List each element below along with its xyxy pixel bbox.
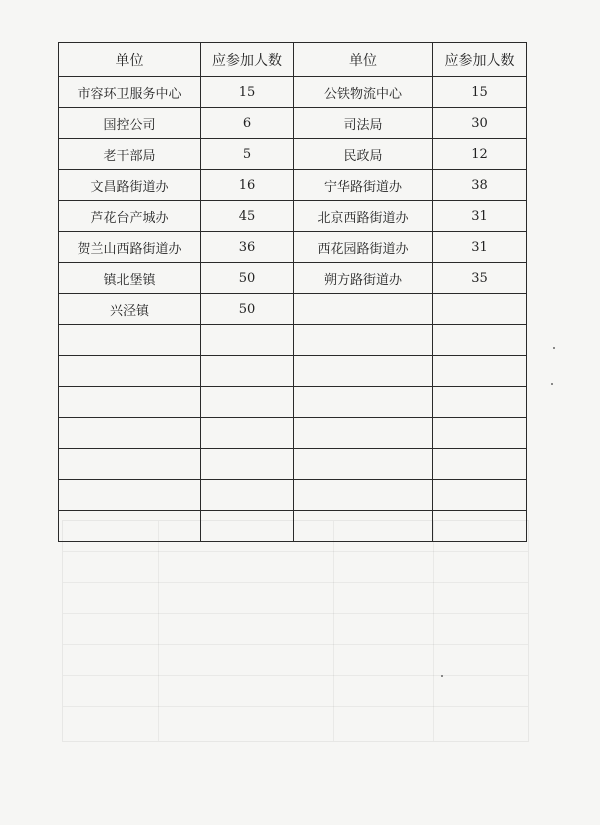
count-cell: 6	[201, 108, 294, 139]
unit-cell: 文昌路街道办	[59, 170, 201, 201]
table-row	[59, 449, 527, 480]
count-cell	[201, 449, 294, 480]
count-cell: 36	[201, 232, 294, 263]
table-row	[59, 294, 527, 325]
header-row	[59, 43, 527, 77]
unit-cell	[294, 294, 433, 325]
count-cell	[433, 449, 527, 480]
count-cell: 15	[433, 77, 527, 108]
unit-cell: 司法局	[294, 108, 433, 139]
count-cell: 16	[201, 170, 294, 201]
table-row	[59, 77, 527, 108]
table-row	[59, 108, 527, 139]
unit-cell	[294, 511, 433, 542]
table-row	[59, 325, 527, 356]
scan-speck	[441, 675, 443, 677]
count-cell	[433, 294, 527, 325]
table-row	[59, 263, 527, 294]
unit-cell	[294, 356, 433, 387]
unit-cell	[59, 418, 201, 449]
unit-cell	[294, 449, 433, 480]
scan-speck	[553, 347, 555, 349]
table-row	[59, 511, 527, 542]
count-cell: 45	[201, 201, 294, 232]
header-count-right: 应参加人数	[433, 43, 527, 77]
table-row	[59, 139, 527, 170]
count-cell	[433, 480, 527, 511]
count-cell: 31	[433, 201, 527, 232]
count-cell: 12	[433, 139, 527, 170]
table-row	[59, 387, 527, 418]
count-cell	[201, 356, 294, 387]
unit-cell: 西花园路街道办	[294, 232, 433, 263]
count-cell: 30	[433, 108, 527, 139]
count-cell	[201, 325, 294, 356]
scan-speck	[551, 383, 553, 385]
table-row	[59, 170, 527, 201]
unit-cell: 市容环卫服务中心	[59, 77, 201, 108]
count-cell	[201, 511, 294, 542]
unit-cell: 国控公司	[59, 108, 201, 139]
table-row	[59, 201, 527, 232]
count-cell: 5	[201, 139, 294, 170]
participants-table	[58, 42, 527, 542]
count-cell	[201, 387, 294, 418]
count-cell	[433, 511, 527, 542]
unit-cell: 宁华路街道办	[294, 170, 433, 201]
unit-cell: 芦花台产城办	[59, 201, 201, 232]
count-cell	[201, 480, 294, 511]
table-row	[59, 480, 527, 511]
count-cell: 31	[433, 232, 527, 263]
unit-cell: 北京西路街道办	[294, 201, 433, 232]
header-count-left: 应参加人数	[201, 43, 294, 77]
count-cell	[433, 387, 527, 418]
header-unit-right: 单位	[294, 43, 433, 77]
count-cell: 35	[433, 263, 527, 294]
unit-cell	[294, 387, 433, 418]
unit-cell: 贺兰山西路街道办	[59, 232, 201, 263]
bleed-through-table	[62, 520, 529, 742]
unit-cell: 镇北堡镇	[59, 263, 201, 294]
unit-cell	[59, 356, 201, 387]
table-row	[59, 418, 527, 449]
count-cell: 50	[201, 263, 294, 294]
count-cell	[201, 418, 294, 449]
unit-cell	[294, 325, 433, 356]
table-row	[59, 356, 527, 387]
count-cell: 15	[201, 77, 294, 108]
unit-cell	[59, 480, 201, 511]
unit-cell	[59, 511, 201, 542]
count-cell	[433, 418, 527, 449]
header-unit-left: 单位	[59, 43, 201, 77]
unit-cell	[59, 449, 201, 480]
unit-cell: 兴泾镇	[59, 294, 201, 325]
unit-cell	[59, 325, 201, 356]
table-row	[59, 232, 527, 263]
count-cell: 50	[201, 294, 294, 325]
count-cell: 38	[433, 170, 527, 201]
count-cell	[433, 356, 527, 387]
unit-cell: 老干部局	[59, 139, 201, 170]
unit-cell: 公铁物流中心	[294, 77, 433, 108]
unit-cell: 民政局	[294, 139, 433, 170]
unit-cell	[294, 480, 433, 511]
unit-cell	[294, 418, 433, 449]
count-cell	[433, 325, 527, 356]
unit-cell: 朔方路街道办	[294, 263, 433, 294]
unit-cell	[59, 387, 201, 418]
